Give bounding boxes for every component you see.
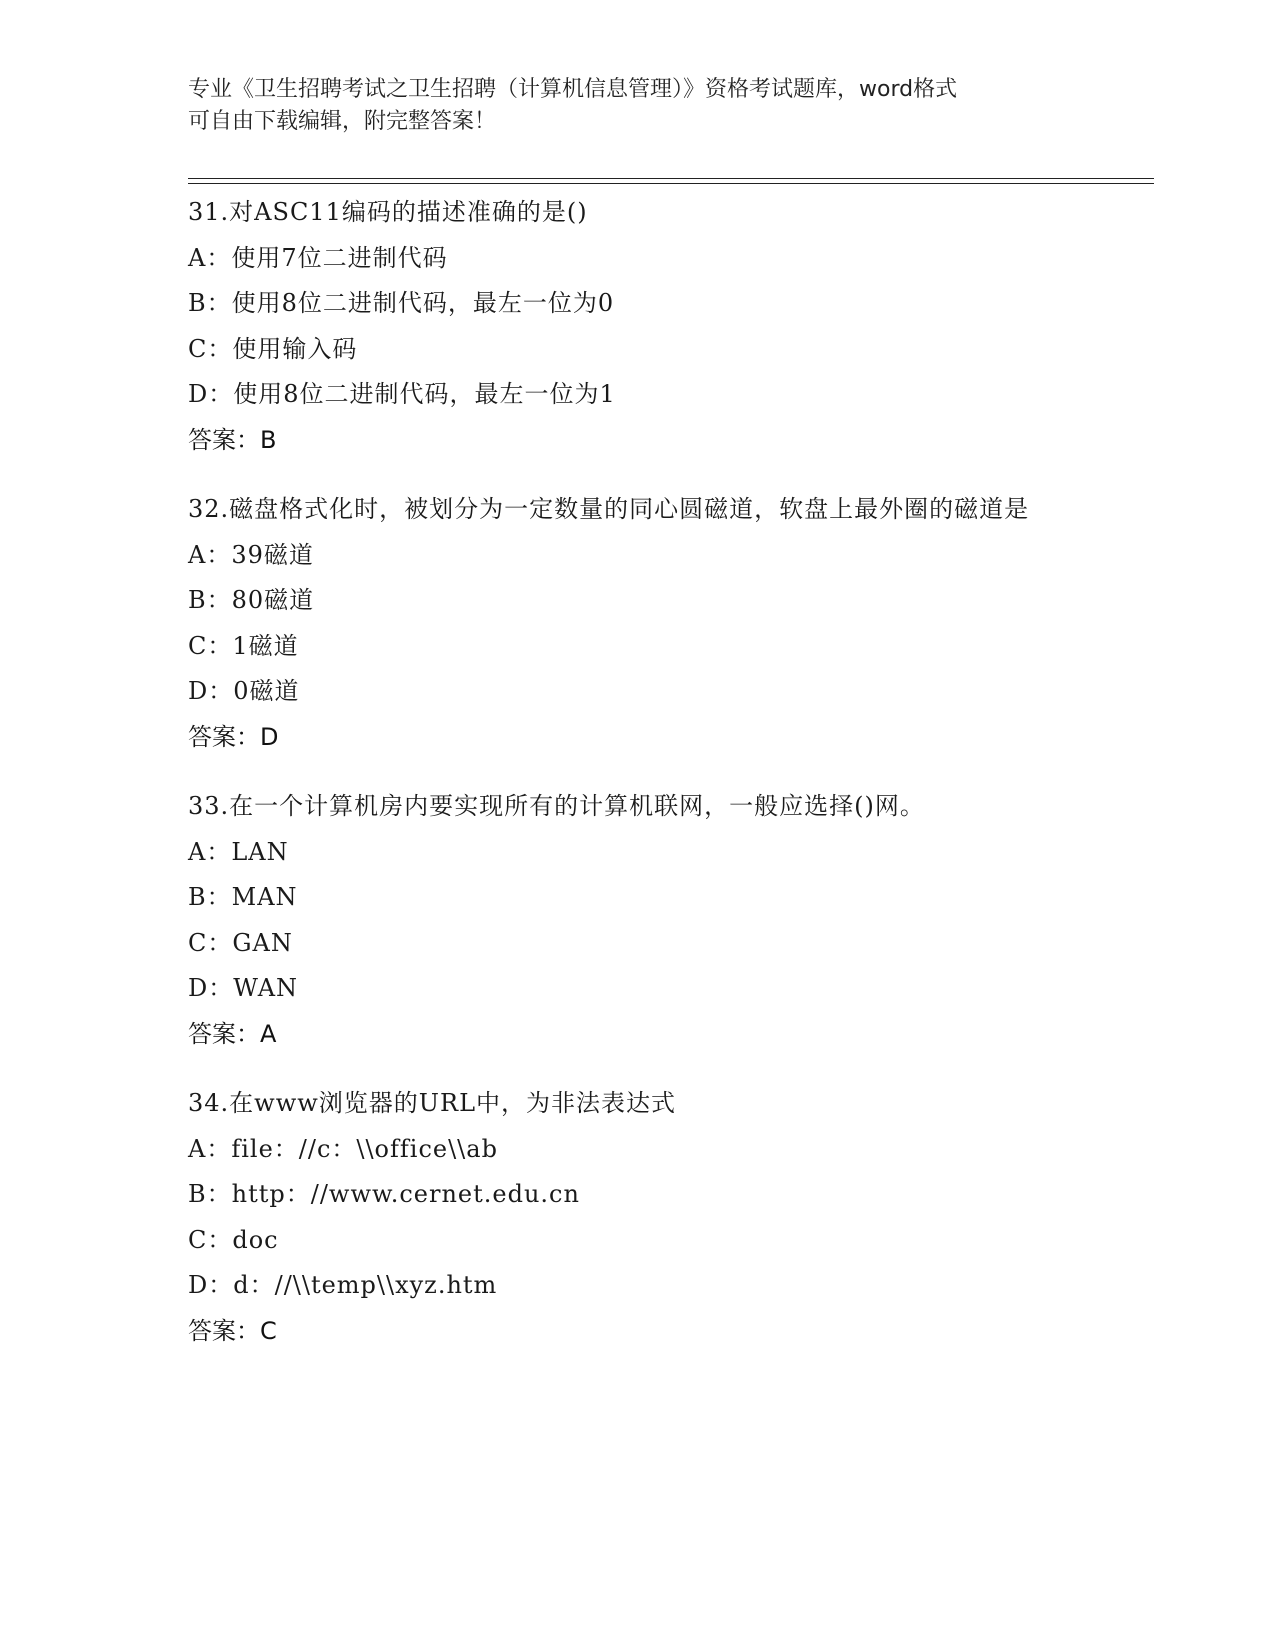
option-d: D：使用8位二进制代码，最左一位为1 — [188, 380, 616, 408]
option-c: C：GAN — [188, 928, 293, 957]
option-d: D：WAN — [188, 974, 299, 1002]
question-stem: 32.磁盘格式化时，被划分为一定数量的同心圆磁道，软盘上最外圈的磁道是 — [188, 495, 1030, 523]
option-d: D：0磁道 — [188, 677, 300, 705]
option-b: B：使用8位二进制代码，最左一位为0 — [188, 289, 615, 317]
header-divider-bottom — [188, 183, 1154, 184]
question-stem: 31.对ASC11编码的描述准确的是() — [188, 198, 588, 226]
answer-line — [188, 1309, 1148, 1355]
option-b: B：http：//www.cernet.edu.cn — [188, 1180, 580, 1208]
option-a: A：39磁道 — [188, 540, 314, 569]
option-c: C：使用输入码 — [188, 334, 358, 363]
question-32 — [188, 487, 1148, 760]
header-line-1: 专业《卫生招聘考试之卫生招聘（计算机信息管理）》资格考试题库，word格式 — [188, 77, 958, 102]
answer-label: 答案： — [188, 425, 260, 454]
answer-line — [188, 1012, 1148, 1058]
question-31 — [188, 190, 1148, 463]
option-a: A：使用7位二进制代码 — [188, 243, 448, 272]
answer-label: 答案： — [188, 1316, 260, 1345]
question-stem: 33.在一个计算机房内要实现所有的计算机联网，一般应选择()网。 — [188, 792, 925, 820]
option-c: C：1磁道 — [188, 631, 299, 660]
option-c: C：doc — [188, 1225, 279, 1254]
answer-line — [188, 715, 1148, 761]
question-34 — [188, 1081, 1148, 1354]
answer-value: B — [260, 425, 277, 454]
option-a: A：file：//c：\\office\\ab — [188, 1134, 498, 1163]
header-divider-top — [188, 178, 1154, 179]
answer-value: A — [260, 1019, 277, 1048]
question-33 — [188, 784, 1148, 1057]
answer-value: C — [260, 1316, 277, 1345]
document-header — [188, 74, 1108, 138]
option-b: B：80磁道 — [188, 586, 315, 614]
option-d: D：d：//\\temp\\xyz.htm — [188, 1271, 498, 1299]
question-list — [188, 190, 1148, 1378]
answer-line — [188, 418, 1148, 464]
option-a: A：LAN — [188, 837, 289, 866]
option-b: B：MAN — [188, 883, 298, 911]
answer-label: 答案： — [188, 1019, 260, 1048]
header-line-2: 可自由下载编辑，附完整答案！ — [188, 109, 497, 134]
question-stem: 34.在www浏览器的URL中，为非法表达式 — [188, 1089, 677, 1117]
answer-label: 答案： — [188, 722, 260, 751]
answer-value: D — [260, 722, 279, 751]
